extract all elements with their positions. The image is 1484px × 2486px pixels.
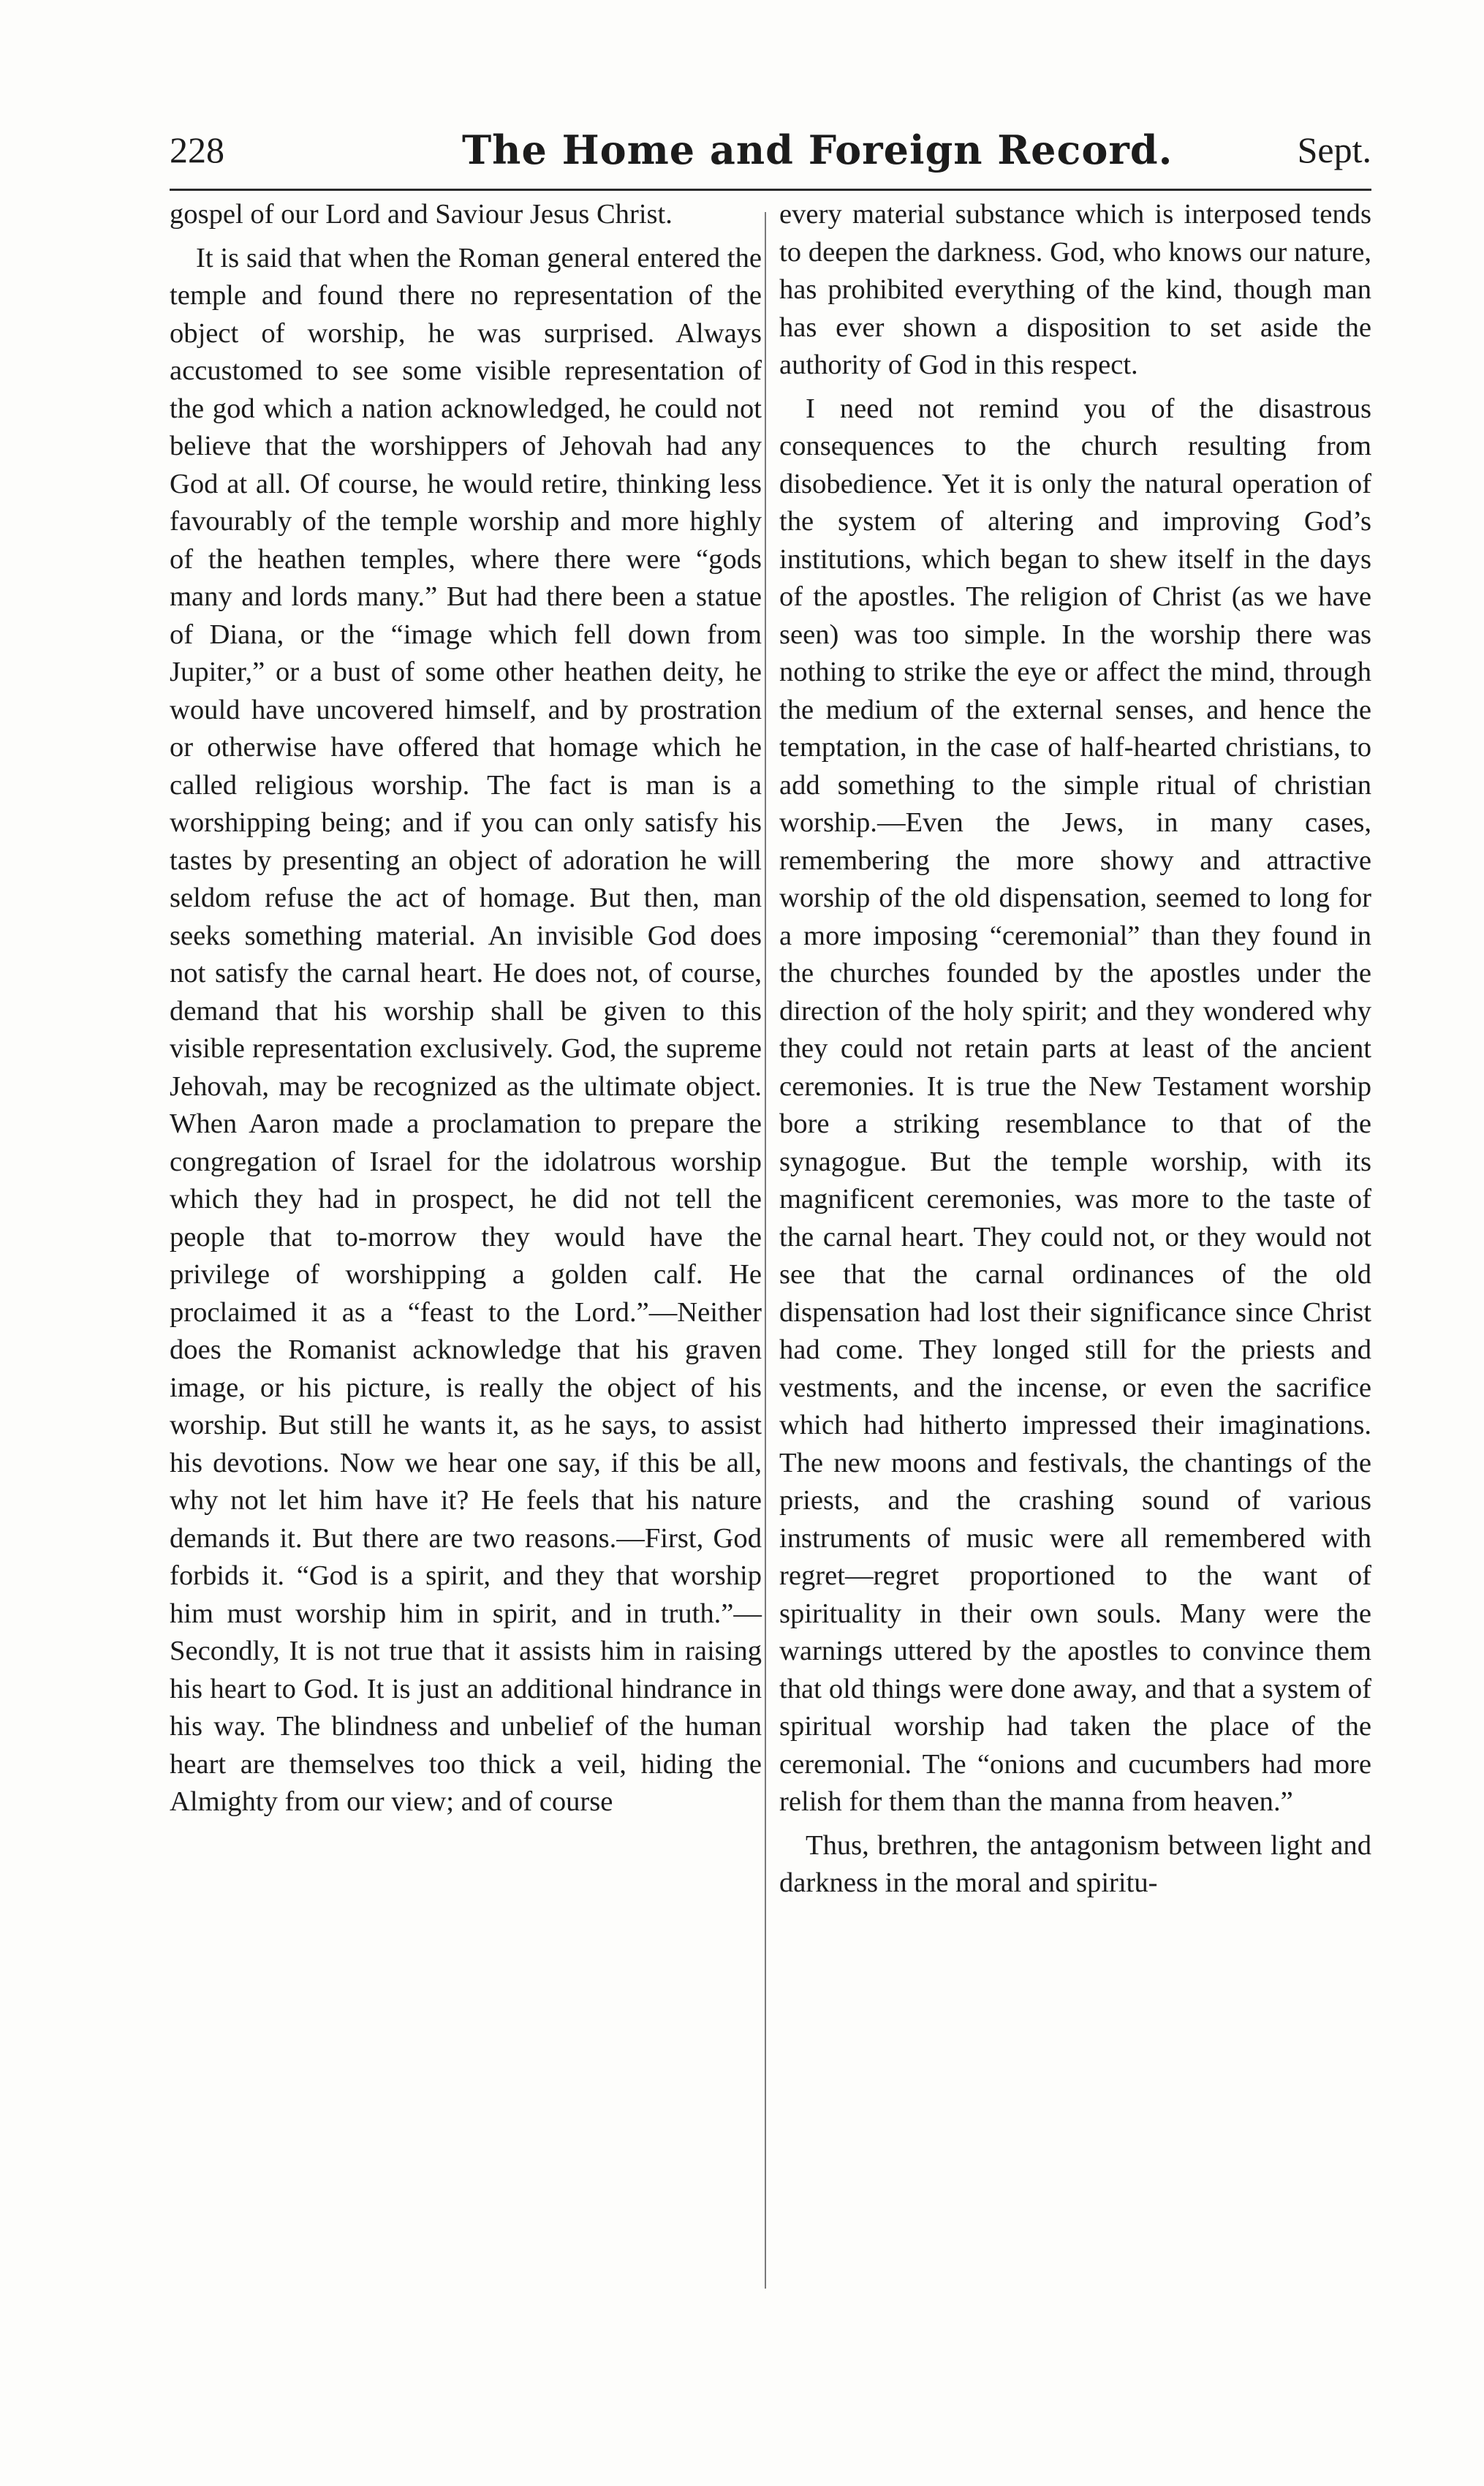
- issue-month: Sept.: [1297, 129, 1371, 170]
- page-number: 228: [170, 129, 224, 170]
- paragraph: every material substance which is interposed tends to deepen the darkness. God, who knows our nature, has prohibited everything of the kind, though man has ever shown a disposition to set aside the authority of God in this respect.: [779, 199, 1371, 380]
- paragraph: I need not remind you of the disastrous consequences to the church resulting from disobedience. Yet it is only the natural operation of the system of altering and improving God’s institutions, which began to shew itself in the days of the apostles. The religion of Christ (as we have seen) was too simple. In the worship there was nothing to strike the eye or affect the mind, through the medium of the external senses, and hence the temptation, in the case of half-hearted christians, to add something to the simple ritual of christian worship.—Even the Jews, in many cases, remembering the more showy and attractive worship of the old dispensation, seemed to long for a more imposing “ceremonial” than they found in the churches founded by the apostles under the direction of the holy spirit; and they wondered why they could not retain parts at least of the ancient ceremonies. It is true the New Testament worship bore a striking resemblance to that of the synagogue. But the temple worship, with its magnificent ceremonies, was more to the taste of the carnal heart. They could not, or they would not see that the carnal ordinances of the old dispensation had lost their significance since Christ had come. They longed still for the priests and vestments, and the incense, or even the sacrifice which had hitherto impressed their imaginations. The new moons and festivals, the chantings of the priests, and the crashing sound of various instruments of music were all remembered with regret—regret proportioned to the want of spirituality in their own souls. Many were the warnings uttered by the apostles to convince them that old things were done away, and that a system of spiritual worship had taken the place of the ceremonial. The “onions and cucumbers had more relish for them than the manna from heaven.”: [779, 393, 1371, 1817]
- right-column: [779, 196, 1371, 1903]
- paragraph: Thus, brethren, the antagonism between light and darkness in the moral and spiritu-: [779, 1829, 1371, 1898]
- paragraph: gospel of our Lord and Saviour Jesus Christ.: [170, 199, 673, 230]
- column-divider: [765, 212, 766, 2289]
- page-header: [170, 124, 1371, 190]
- header-rule: [170, 189, 1371, 191]
- paragraph: It is said that when the Roman general entered the temple and found there no representation of the object of worship, he was surprised. Always accustomed to see some visible representation of the god which a nation acknowledged, he could not believe that the worshippers of Jehovah had any God at all. Of course, he would retire, thinking less favourably of the temple worship and more highly of the heathen temples, where there were “gods many and lords many.” But had there been a statue of Diana, or the “image which fell down from Jupiter,” or a bust of some other heathen deity, he would have uncovered himself, and by prostration or otherwise have offered that homage which he called religious worship. The fact is man is a worshipping being; and if you can only satisfy his tastes by presenting an object of adoration he will seldom refuse the act of homage. But then, man seeks something material. An invisible God does not satisfy the carnal heart. He does not, of course, demand that his worship shall be given to this visible representation exclusively. God, the supreme Jehovah, may be recognized as the ultimate object. When Aaron made a proclamation to prepare the congregation of Israel for the idolatrous worship which they had in prospect, he did not tell the people that to-morrow they would have the privilege of worshipping a golden calf. He proclaimed it as a “feast to the Lord.”—Neither does the Romanist acknowledge that his graven image, or his picture, is really the object of his worship. But still he wants it, as he says, to assist his devotions. Now we hear one say, if this be all, why not let him have it? He feels that his nature demands it. But there are two reasons.—First, God forbids it. “God is a spirit, and they that worship him must worship him in spirit, and in truth.”—Secondly, It is not true that it assists him in raising his heart to God. It is just an additional hindrance in his way. The blindness and unbelief of the human heart are themselves too thick a veil, hiding the Almighty from our view; and of course: [170, 242, 762, 1817]
- running-title: The Home and Foreign Record.: [462, 126, 1173, 173]
- left-column: [170, 196, 762, 1821]
